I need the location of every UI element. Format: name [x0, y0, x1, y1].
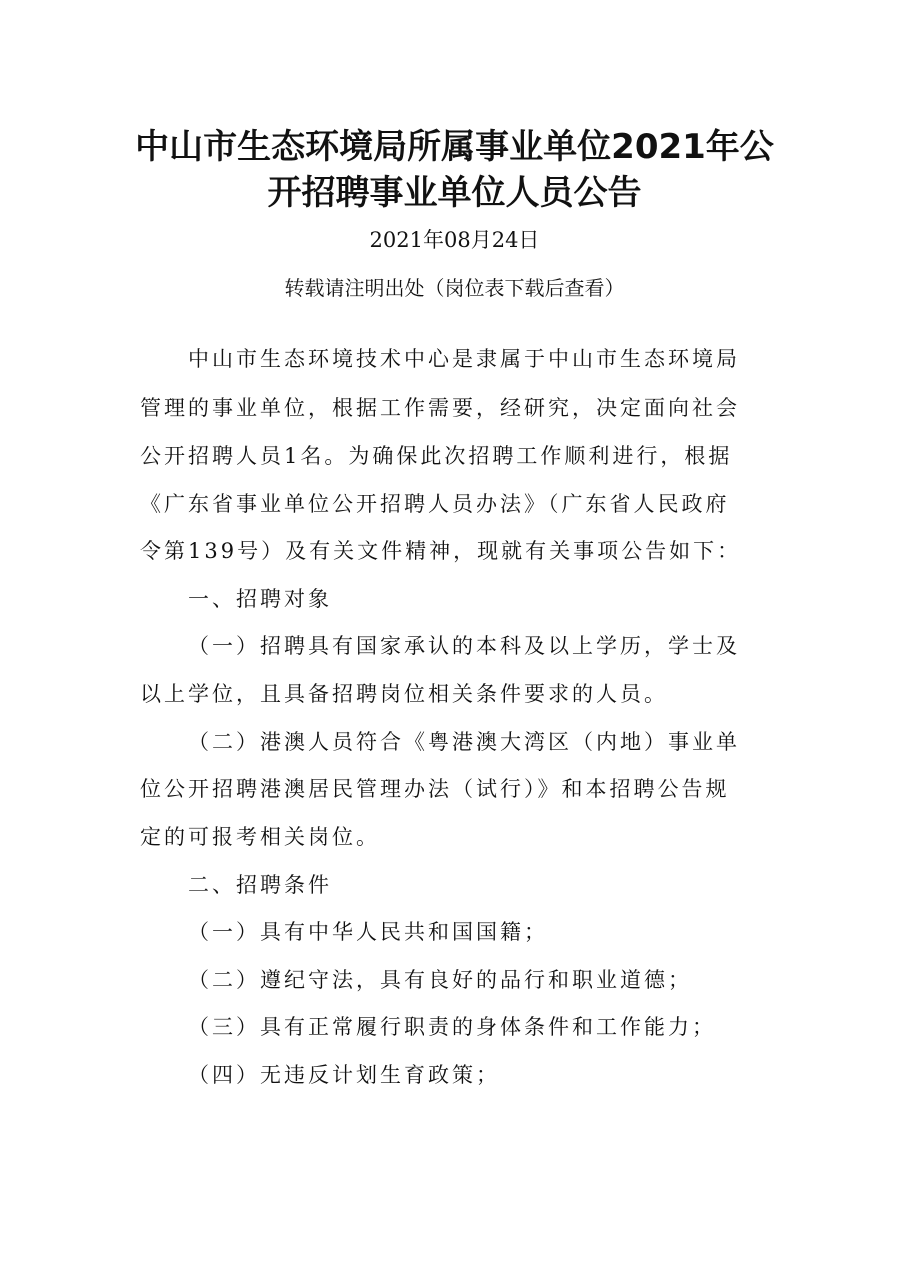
paragraph-line: 位公开招聘港澳居民管理办法（试行）》和本招聘公告规 [140, 777, 730, 801]
paragraph-line: 中山市生态环境技术中心是隶属于中山市生态环境局 [188, 347, 740, 371]
list-item: （一）具有中华人民共和国国籍； [188, 920, 548, 944]
publish-date: 2021年08月24日 [369, 228, 540, 252]
list-item: （四）无违反计划生育政策； [188, 1063, 500, 1087]
paragraph-line: 定的可报考相关岗位。 [140, 825, 380, 849]
paragraph-line: 《广东省事业单位公开招聘人员办法》（广东省人民政府 [140, 492, 730, 516]
paragraph-line: （一）招聘具有国家承认的本科及以上学历，学士及 [188, 634, 740, 658]
list-item: （二）遵纪守法，具有良好的品行和职业道德； [188, 968, 692, 992]
paragraph-line: 管理的事业单位，根据工作需要，经研究，决定面向社会 [140, 396, 740, 420]
section-heading: 一、招聘对象 [188, 587, 332, 611]
section-heading: 二、招聘条件 [188, 873, 332, 897]
title-line-2: 开招聘事业单位人员公告 [267, 173, 642, 213]
paragraph-line: 以上学位，且具备招聘岗位相关条件要求的人员。 [140, 682, 668, 706]
title-line-1: 中山市生态环境局所属事业单位2021年公 [135, 127, 774, 167]
paragraph-line: 令第139号）及有关文件精神，现就有关事项公告如下： [140, 539, 742, 563]
list-item: （三）具有正常履行职责的身体条件和工作能力； [188, 1015, 716, 1039]
paragraph-line: 公开招聘人员1名。为确保此次招聘工作顺利进行，根据 [140, 444, 733, 468]
paragraph-line: （二）港澳人员符合《粤港澳大湾区（内地）事业单 [188, 730, 740, 754]
reprint-notice: 转载请注明出处（岗位表下载后查看） [284, 276, 625, 300]
